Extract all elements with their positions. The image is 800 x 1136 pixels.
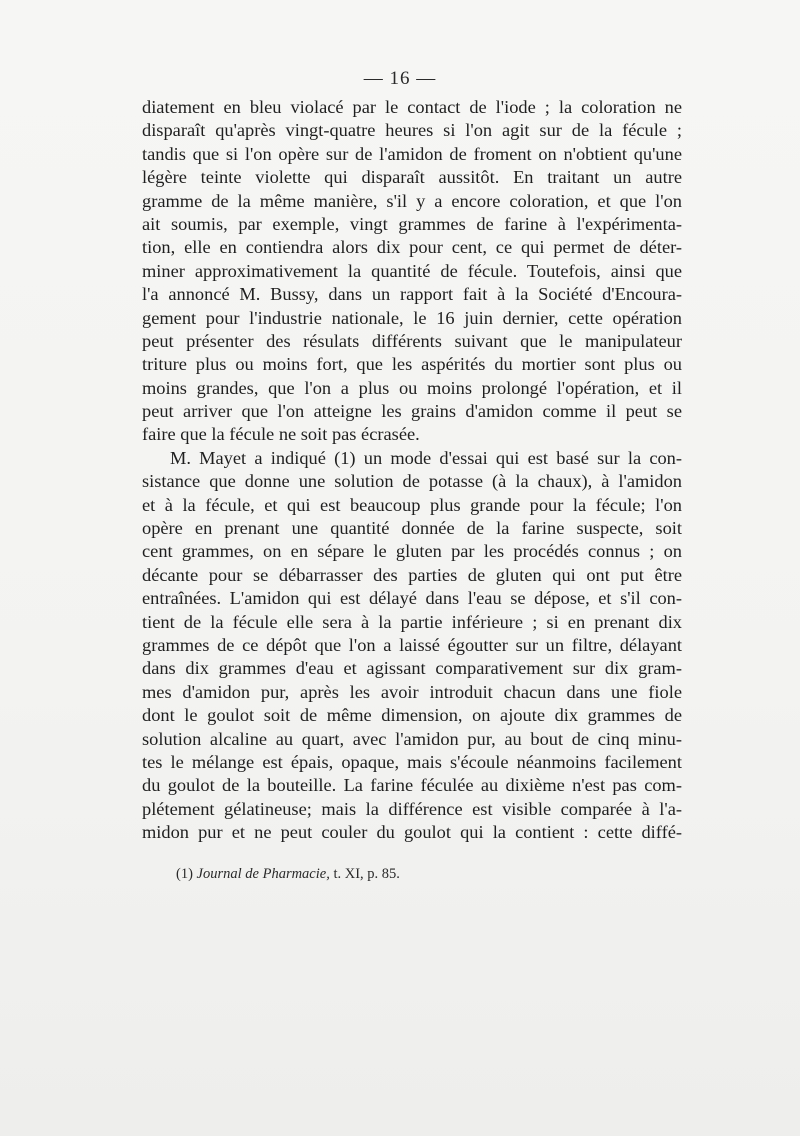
text-line: entraînées. L'amidon qui est délayé dans l'eau se dépose, et s'il con-	[142, 588, 682, 609]
page-number: — 16 —	[363, 68, 437, 89]
footnote-journal-title: Journal de Pharmacie,	[196, 866, 330, 882]
text-line: grammes de ce dépôt que l'on a laissé égoutter sur un filtre, délayant	[142, 634, 682, 655]
footnote-marker: (1)	[176, 866, 193, 882]
text-line: triture plus ou moins fort, que les aspérités du mortier sont plus ou	[142, 354, 682, 375]
text-line: gement pour l'industrie nationale, le 16 juin dernier, cette opération	[142, 307, 682, 328]
text-line: peut présenter des résulats différents suivant que le manipulateur	[142, 330, 682, 351]
text-line: l'a annoncé M. Bussy, dans un rapport fait à la Société d'Encoura-	[142, 284, 682, 305]
text-line: du goulot de la bouteille. La farine féculée au dixième n'est pas com-	[142, 775, 682, 796]
text-line: opère en prenant une quantité donnée de la farine suspecte, soit	[142, 518, 682, 539]
text-line: cent grammes, on en sépare le gluten par les procédés connus ; on	[142, 541, 682, 562]
text-line: et à la fécule, et qui est beaucoup plus grande pour la fécule; l'on	[142, 494, 682, 515]
paragraph-end-line: faire que la fécule ne soit pas écrasée.	[142, 424, 420, 445]
text-line: décante pour se débarrasser des parties de gluten qui ont put être	[142, 564, 682, 585]
paragraph-start-line: M. Mayet a indiqué (1) un mode d'essai qui est basé sur la con-	[170, 447, 682, 468]
text-line: disparaît qu'après vingt-quatre heures si l'on agit sur de la fécule ;	[142, 120, 682, 141]
text-line: tient de la fécule elle sera à la partie inférieure ; si en prenant dix	[142, 611, 682, 632]
text-line: miner approximativement la quantité de fécule. Toutefois, ainsi que	[142, 260, 682, 281]
text-line: dans dix grammes d'eau et agissant comparativement sur dix gram-	[142, 658, 682, 679]
text-line: gramme de la même manière, s'il y a encore coloration, et que l'on	[142, 190, 682, 211]
text-line: sistance que donne une solution de potasse (à la chaux), à l'amidon	[142, 471, 682, 492]
body-text	[142, 96, 682, 845]
footnote	[176, 866, 400, 883]
text-line: dont le goulot soit de même dimension, on ajoute dix grammes de	[142, 705, 682, 726]
text-line: tes le mélange est épais, opaque, mais s'écoule néanmoins facilement	[142, 751, 682, 772]
text-line: peut arriver que l'on atteigne les grains d'amidon comme il peut se	[142, 401, 682, 422]
text-line: ait soumis, par exemple, vingt grammes de farine à l'expérimenta-	[142, 213, 682, 234]
text-line: tion, elle en contiendra alors dix pour cent, ce qui permet de déter-	[142, 237, 682, 258]
text-line: tandis que si l'on opère sur de l'amidon de froment on n'obtient qu'une	[142, 143, 682, 164]
footnote-reference: t. XI, p. 85.	[333, 866, 400, 882]
text-line: légère teinte violette qui disparaît aussitôt. En traitant un autre	[142, 167, 682, 188]
text-line: mes d'amidon pur, après les avoir introduit chacun dans une fiole	[142, 681, 682, 702]
text-line: moins grandes, que l'on a plus ou moins prolongé l'opération, et il	[142, 377, 682, 398]
text-line: midon pur et ne peut couler du goulot qui la contient : cette diffé-	[142, 822, 682, 843]
text-line: solution alcaline au quart, avec l'amidon pur, au bout de cinq minu-	[142, 728, 682, 749]
text-line: diatement en bleu violacé par le contact de l'iode ; la coloration ne	[142, 97, 682, 117]
text-line: plétement gélatineuse; mais la différence est visible comparée à l'a-	[142, 798, 682, 819]
